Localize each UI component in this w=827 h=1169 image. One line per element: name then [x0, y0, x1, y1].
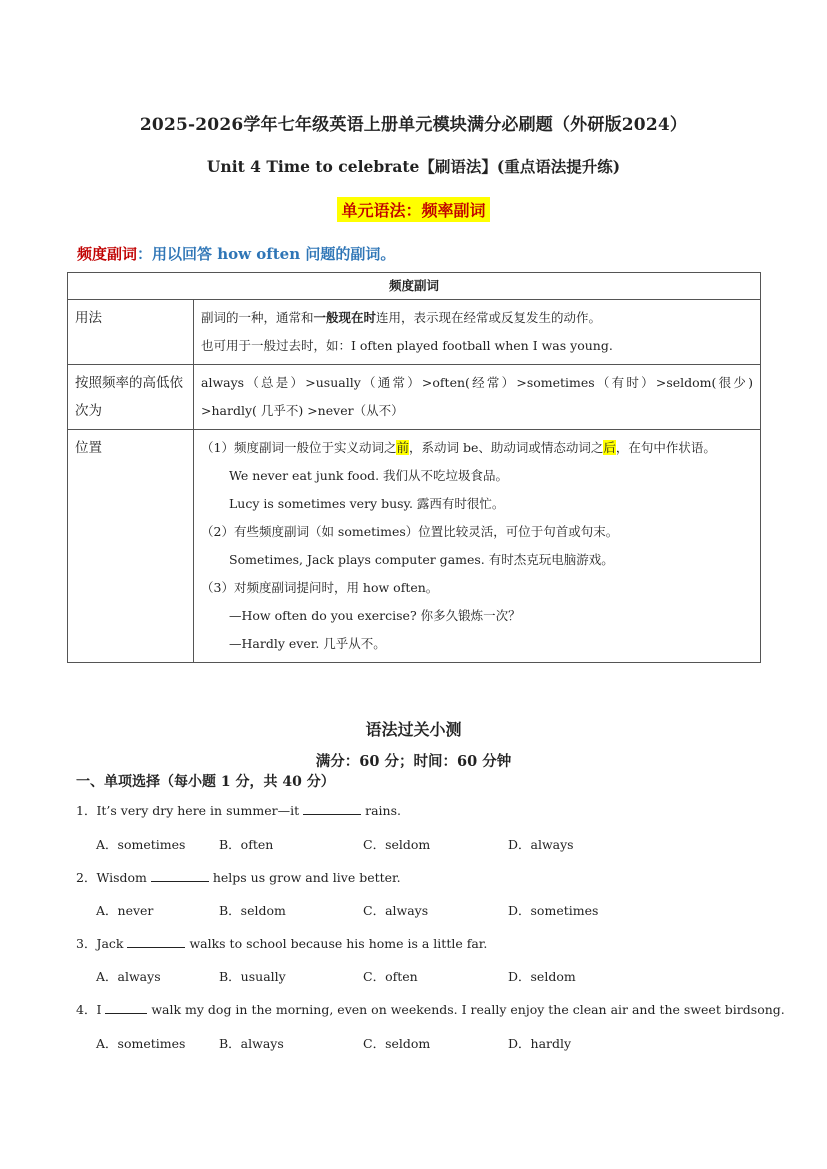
- table-row-usage: [68, 300, 761, 365]
- question-3: 3．Jack walks to school because his home is a little far.: [76, 936, 488, 951]
- question-3-options: [96, 967, 696, 985]
- document-subtitle: Unit 4 Time to celebrate【刷语法】(重点语法提升练): [206, 157, 621, 176]
- usage-line-2: 也可用于一般过去时，如：I often played football when I was young.: [201, 338, 613, 353]
- option-c[interactable]: C．always: [363, 903, 429, 918]
- question-2-options: [96, 901, 696, 919]
- answer-blank[interactable]: [303, 802, 361, 815]
- quiz-title: 语法过关小测: [365, 720, 462, 739]
- table-row-position: [68, 430, 761, 663]
- question-4: 4．I walk my dog in the morning, even on weekends. I really enjoy the clean air and the sweet birdsong.: [76, 1002, 785, 1017]
- question-1: 1．It’s very dry here in summer—it rains.: [76, 803, 401, 818]
- option-a[interactable]: A．always: [96, 969, 161, 984]
- definition-content: ：用以回答 how often 问题的副词。: [137, 245, 396, 263]
- grammar-table: [67, 272, 761, 663]
- answer-blank[interactable]: [151, 869, 209, 882]
- question-2: 2．Wisdom helps us grow and live better.: [76, 870, 401, 885]
- answer-blank[interactable]: [105, 1001, 147, 1014]
- row-content-usage: [194, 300, 761, 365]
- usage-line-1: 副词的一种，通常和一般现在时连用，表示现在经常或反复发生的动作。: [201, 310, 602, 325]
- highlight-after: 后: [603, 440, 616, 455]
- row-label-order: 按照频率的高低依次为: [68, 365, 194, 430]
- option-b[interactable]: B．always: [219, 1036, 284, 1051]
- row-label-usage: 用法: [68, 300, 194, 365]
- definition: [77, 243, 395, 264]
- option-b[interactable]: B．often: [219, 837, 274, 852]
- option-c[interactable]: C．often: [363, 969, 418, 984]
- example-3: Sometimes, Jack plays computer games. 有时杰克玩电脑游戏。: [229, 552, 614, 567]
- position-rule-2: （2）有些频度副词（如 sometimes）位置比较灵活，可位于句首或句末。: [201, 524, 619, 539]
- example-5: —Hardly ever. 几乎从不。: [229, 636, 386, 651]
- example-4: —How often do you exercise? 你多久锻炼一次？: [229, 608, 521, 623]
- table-header-row: [68, 273, 761, 300]
- table-row-order: [68, 365, 761, 430]
- grammar-tag: 单元语法：频率副词: [337, 197, 489, 222]
- option-d[interactable]: D．sometimes: [508, 903, 599, 918]
- option-a[interactable]: A．never: [96, 903, 154, 918]
- option-d[interactable]: D．seldom: [508, 969, 576, 984]
- option-a[interactable]: A．sometimes: [96, 837, 186, 852]
- option-b[interactable]: B．usually: [219, 969, 286, 984]
- document-title: 2025-2026学年七年级英语上册单元模块满分必刷题（外研版2024）: [139, 115, 688, 135]
- grammar-heading: [0, 197, 827, 222]
- question-1-options: [96, 835, 696, 853]
- example-2: Lucy is sometimes very busy. 露西有时很忙。: [229, 496, 505, 511]
- option-a[interactable]: A．sometimes: [96, 1036, 186, 1051]
- row-content-position: [194, 430, 761, 663]
- highlight-before: 前: [396, 440, 409, 455]
- answer-blank[interactable]: [127, 935, 185, 948]
- row-label-position: 位置: [68, 430, 194, 663]
- option-d[interactable]: D．hardly: [508, 1036, 572, 1051]
- usage-bold: 一般现在时: [313, 310, 377, 325]
- row-content-order: always（总是）>usually（通常）>often(经常）>sometimes（有时）>seldom(很少) >hardly( 几乎不) >never（从不）: [194, 365, 761, 430]
- option-d[interactable]: D．always: [508, 837, 574, 852]
- quiz-score: 满分：60 分；时间：60 分钟: [315, 753, 512, 770]
- example-1: We never eat junk food. 我们从不吃垃圾食品。: [229, 468, 509, 483]
- position-rule-1: （1）频度副词一般位于实义动词之前，系动词 be、助动词或情态动词之后，在句中作状语。: [201, 440, 716, 455]
- table-header: 频度副词: [68, 273, 761, 300]
- option-c[interactable]: C．seldom: [363, 1036, 431, 1051]
- position-rule-3: （3）对频度副词提问时，用 how often。: [201, 580, 439, 595]
- definition-term: 频度副词: [77, 245, 138, 263]
- option-c[interactable]: C．seldom: [363, 837, 431, 852]
- option-b[interactable]: B．seldom: [219, 903, 286, 918]
- question-4-options: [96, 1034, 696, 1052]
- section-heading: 一、单项选择（每小题 1 分，共 40 分）: [76, 774, 335, 790]
